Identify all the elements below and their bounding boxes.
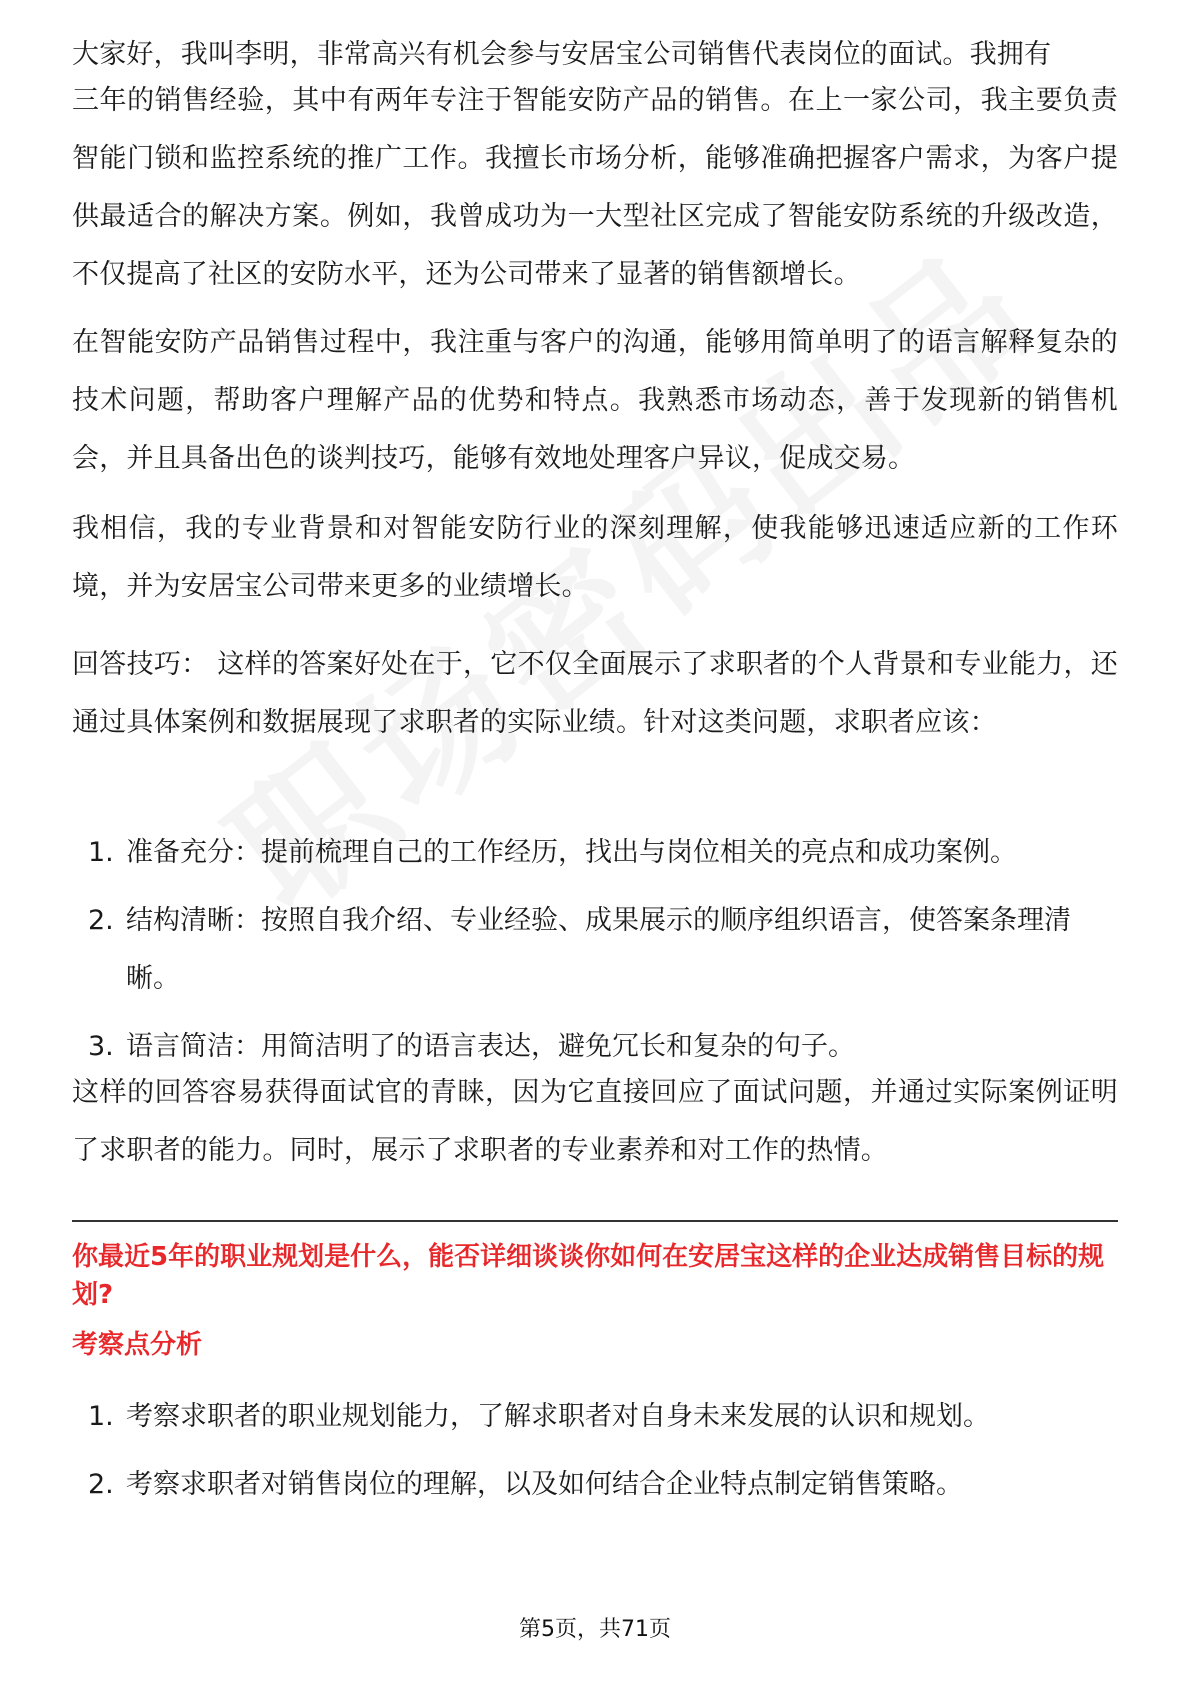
list-text: 准备充分：提前梳理自己的工作经历，找出与岗位相关的亮点和成功案例。 (126, 837, 1017, 868)
paragraph-summary: 这样的回答容易获得面试官的青睐，因为它直接回应了面试问题，并通过实际案例证明了求职者的能力。同时，展示了求职者的专业素养和对工作的热情。 (72, 1077, 1118, 1166)
cut-off-line-container (72, 0, 1118, 82)
paragraph-experience: 三年的销售经验，其中有两年专注于智能安防产品的销售。在上一家公司，我主要负责智能门锁和监控系统的推广工作。我擅长市场分析，能够准确把握客户需求，为客户提供最适合的解决方案。例如，我曾成功为一大型社区完成了智能安防系统的升级改造，不仅提高了社区的安防水平，还为公司带来了显著的销售额增长。 (72, 85, 1118, 290)
paragraph-sales-skills: 在智能安防产品销售过程中，我注重与客户的沟通，能够用简单明了的语言解释复杂的技术问题，帮助客户理解产品的优势和特点。我熟悉市场动态，善于发现新的销售机会，并且具备出色的谈判技巧，能够有效地处理客户异议，促成交易。 (72, 327, 1118, 474)
list-item (72, 892, 1118, 1008)
document-page (72, 0, 1118, 1684)
list-item (72, 1456, 1118, 1514)
tips-list (72, 824, 1118, 1086)
list-number: 1. (88, 1401, 114, 1432)
section-divider (72, 1220, 1118, 1222)
list-text: 考察求职者的职业规划能力，了解求职者对自身未来发展的认识和规划。 (126, 1401, 990, 1432)
analysis-heading: 考察点分析 (72, 1330, 203, 1360)
paragraph-answer-tips: 回答技巧： 这样的答案好处在于，它不仅全面展示了求职者的个人背景和专业能力，还通过具体案例和数据展现了求职者的实际业绩。针对这类问题，求职者应该： (72, 649, 1118, 738)
list-number: 1. (88, 837, 114, 868)
list-text: 结构清晰：按照自我介绍、专业经验、成果展示的顺序组织语言，使答案条理清晰。 (126, 905, 1071, 994)
paragraph-conclusion: 我相信，我的专业背景和对智能安防行业的深刻理解，使我能够迅速适应新的工作环境，并为安居宝公司带来更多的业绩增长。 (72, 513, 1118, 602)
paragraph-cut-line: 大家好，我叫李明，非常高兴有机会参与安居宝公司销售代表岗位的面试。我拥有 (72, 39, 1052, 70)
list-text: 考察求职者对销售岗位的理解，以及如何结合企业特点制定销售策略。 (126, 1469, 963, 1500)
page-number: 第5页，共71页 (519, 1617, 671, 1642)
question-title: 你最近5年的职业规划是什么，能否详细谈谈你如何在安居宝这样的企业达成销售目标的规划? (72, 1242, 1105, 1310)
list-item (72, 1388, 1118, 1446)
list-number: 2. (88, 1469, 114, 1500)
list-number: 2. (88, 905, 114, 936)
analysis-list (72, 1388, 1118, 1524)
list-text: 语言简洁：用简洁明了的语言表达，避免冗长和复杂的句子。 (126, 1031, 855, 1062)
list-number: 3. (88, 1031, 114, 1062)
list-item (72, 824, 1118, 882)
